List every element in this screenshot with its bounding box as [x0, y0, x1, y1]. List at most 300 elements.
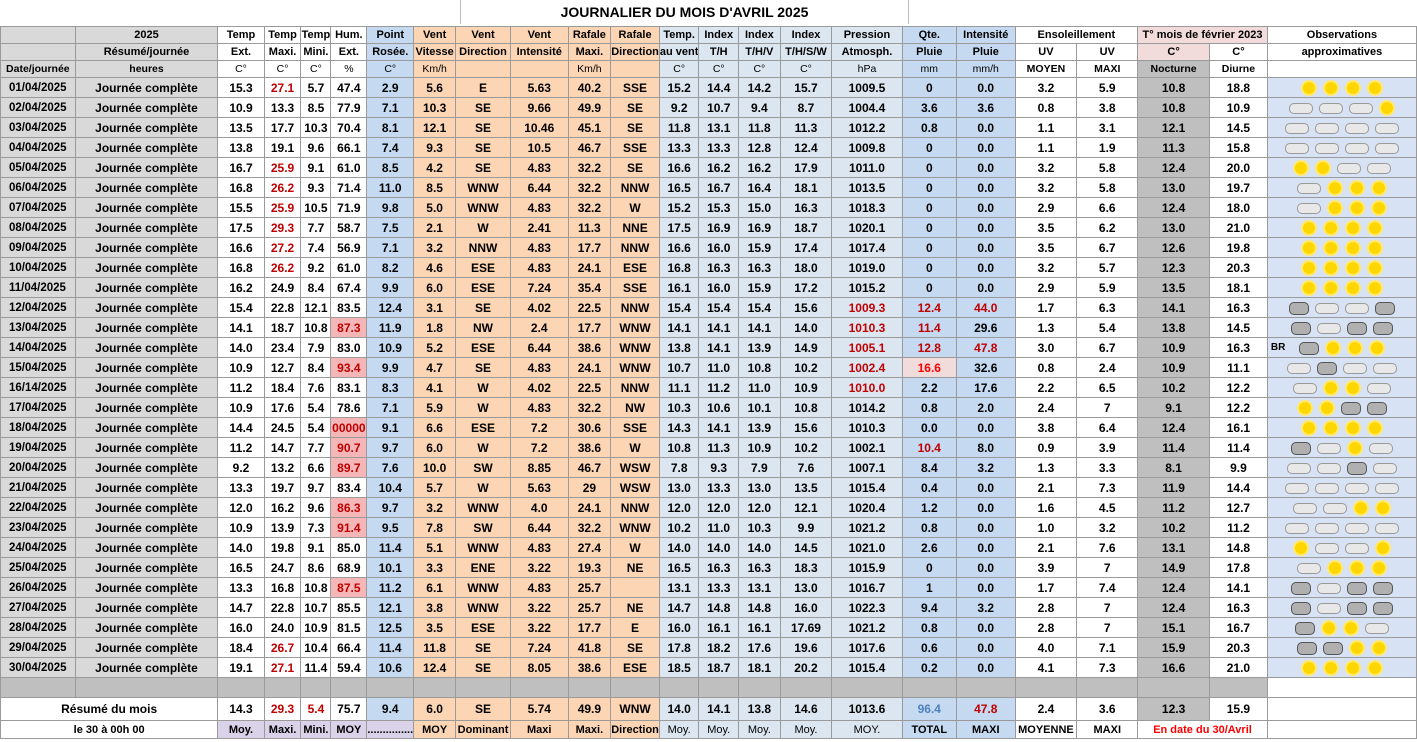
- sun-icon: [1303, 262, 1315, 274]
- table-cell: 67.4: [331, 278, 367, 298]
- table-cell: 38.6: [568, 658, 611, 678]
- header-row: [1, 44, 1417, 61]
- table-cell: 25.9: [264, 158, 301, 178]
- table-cell: 0.0: [956, 78, 1015, 98]
- cloud-icon: [1345, 523, 1369, 534]
- table-cell: 5.7: [1077, 258, 1138, 278]
- observation-icons: [1267, 378, 1416, 398]
- table-cell: 16.0: [699, 278, 739, 298]
- table-cell: 0.2: [902, 658, 956, 678]
- table-cell: 12.0: [699, 498, 739, 518]
- table-cell: 4.83: [510, 198, 568, 218]
- table-cell: 4.1: [414, 378, 456, 398]
- table-cell: 35.4: [568, 278, 611, 298]
- date-cell: 03/04/2025: [1, 118, 76, 138]
- table-cell: 19.3: [568, 558, 611, 578]
- table-cell: 3.6: [956, 98, 1015, 118]
- unit-header: Diurne: [1210, 61, 1268, 78]
- table-cell: Journée complète: [75, 118, 218, 138]
- separator-cell: [1138, 678, 1210, 698]
- table-cell: 0.0: [956, 478, 1015, 498]
- observation-icons: [1267, 98, 1416, 118]
- summary-value: 3.6: [1077, 698, 1138, 721]
- cloud-icon: [1285, 123, 1309, 134]
- rain-icon: [1347, 462, 1367, 475]
- table-cell: 10.8: [1138, 98, 1210, 118]
- table-cell: 4.0: [510, 498, 568, 518]
- table-cell: 16.6: [902, 358, 956, 378]
- table-cell: 18.1: [1210, 278, 1268, 298]
- data-table: [0, 26, 1417, 739]
- summary-unit: Moy.: [218, 721, 264, 739]
- date-cell: 10/04/2025: [1, 258, 76, 278]
- table-cell: 46.7: [568, 458, 611, 478]
- unit-header: hPa: [832, 61, 902, 78]
- table-cell: 1.0: [1015, 518, 1077, 538]
- table-cell: Journée complète: [75, 518, 218, 538]
- table-cell: 7.4: [367, 138, 414, 158]
- table-cell: 17.69: [780, 618, 832, 638]
- table-cell: 1.7: [1015, 578, 1077, 598]
- summary-unit: MOY: [331, 721, 367, 739]
- table-cell: 16.5: [659, 558, 699, 578]
- table-cell: 2.8: [1015, 598, 1077, 618]
- table-cell: 11.0: [739, 378, 781, 398]
- table-cell: 12.4: [1138, 198, 1210, 218]
- table-cell: SE: [456, 358, 511, 378]
- table-cell: 25.7: [568, 598, 611, 618]
- column-header: Atmosph.: [832, 44, 902, 61]
- table-cell: 7.4: [1077, 578, 1138, 598]
- cloud-icon: [1367, 383, 1391, 394]
- separator-cell: [75, 678, 218, 698]
- table-cell: 7.8: [414, 518, 456, 538]
- table-cell: 9.9: [367, 278, 414, 298]
- table-cell: 5.9: [1077, 78, 1138, 98]
- table-cell: 23.4: [264, 338, 301, 358]
- header-row: [1, 61, 1417, 78]
- sun-icon: [1347, 262, 1359, 274]
- observation-icons: [1267, 558, 1416, 578]
- table-cell: 1021.2: [832, 518, 902, 538]
- table-cell: 0.0: [956, 218, 1015, 238]
- sun-icon: [1369, 422, 1381, 434]
- cloud-icon: [1285, 143, 1309, 154]
- cloud-icon: [1375, 523, 1399, 534]
- table-cell: 14.4: [1210, 478, 1268, 498]
- table-cell: 14.1: [699, 318, 739, 338]
- cloud-icon: [1297, 563, 1321, 574]
- table-cell: Journée complète: [75, 618, 218, 638]
- sun-icon: [1347, 422, 1359, 434]
- table-cell: 10.2: [1138, 378, 1210, 398]
- table-cell: 13.5: [780, 478, 832, 498]
- table-row: [1, 198, 1417, 218]
- table-row: [1, 138, 1417, 158]
- cloud-icon: [1317, 463, 1341, 474]
- table-cell: 2.2: [1015, 378, 1077, 398]
- table-cell: SE: [456, 118, 511, 138]
- table-cell: SE: [456, 98, 511, 118]
- table-cell: Journée complète: [75, 78, 218, 98]
- table-cell: 6.44: [510, 518, 568, 538]
- cloud-icon: [1317, 603, 1341, 614]
- table-cell: 11.2: [699, 378, 739, 398]
- date-cell: 24/04/2025: [1, 538, 76, 558]
- table-cell: 11.4: [301, 658, 331, 678]
- table-cell: 19.7: [264, 478, 301, 498]
- table-row: [1, 398, 1417, 418]
- table-cell: 0: [902, 238, 956, 258]
- table-cell: 10.5: [510, 138, 568, 158]
- table-cell: 17.8: [1210, 558, 1268, 578]
- table-cell: 85.0: [331, 538, 367, 558]
- table-cell: 16.2: [218, 278, 264, 298]
- table-cell: 11.2: [218, 438, 264, 458]
- table-cell: 12.4: [902, 298, 956, 318]
- table-row: [1, 418, 1417, 438]
- summary-value: 49.9: [568, 698, 611, 721]
- table-cell: 15.9: [739, 278, 781, 298]
- table-cell: 2.9: [1015, 278, 1077, 298]
- table-cell: 14.0: [218, 338, 264, 358]
- table-cell: 0.0: [956, 258, 1015, 278]
- table-cell: SE: [456, 638, 511, 658]
- table-cell: 16.3: [699, 558, 739, 578]
- table-cell: 0.0: [956, 578, 1015, 598]
- table-cell: 14.8: [1210, 538, 1268, 558]
- table-cell: 0.8: [902, 118, 956, 138]
- column-header: approximatives: [1267, 44, 1416, 61]
- column-header: Résumé/journée: [75, 44, 218, 61]
- cloud-icon: [1343, 363, 1367, 374]
- table-cell: 89.7: [331, 458, 367, 478]
- table-cell: ESE: [611, 258, 660, 278]
- table-cell: Journée complète: [75, 278, 218, 298]
- table-cell: 12.4: [780, 138, 832, 158]
- table-cell: 2.6: [902, 538, 956, 558]
- table-cell: 27.4: [568, 538, 611, 558]
- table-cell: 11.8: [739, 118, 781, 138]
- table-cell: 19.6: [780, 638, 832, 658]
- table-cell: 24.7: [264, 558, 301, 578]
- table-cell: 7.6: [1077, 538, 1138, 558]
- table-cell: 3.8: [414, 598, 456, 618]
- table-cell: 13.0: [1138, 178, 1210, 198]
- table-cell: 6.44: [510, 178, 568, 198]
- column-header: Maxi.: [568, 44, 611, 61]
- table-cell: 13.9: [264, 518, 301, 538]
- sun-icon: [1347, 282, 1359, 294]
- unit-header: C°: [699, 61, 739, 78]
- table-cell: 81.5: [331, 618, 367, 638]
- table-cell: 8.5: [414, 178, 456, 198]
- table-cell: [611, 578, 660, 598]
- table-cell: 3.3: [414, 558, 456, 578]
- table-cell: 5.7: [414, 478, 456, 498]
- column-header: Rafale: [611, 27, 660, 44]
- table-row: [1, 78, 1417, 98]
- table-cell: 7: [1077, 598, 1138, 618]
- table-cell: 11.2: [367, 578, 414, 598]
- table-cell: 0.0: [956, 618, 1015, 638]
- sun-icon: [1349, 442, 1361, 454]
- table-cell: 14.4: [218, 418, 264, 438]
- sun-icon: [1381, 102, 1393, 114]
- table-cell: 3.6: [902, 98, 956, 118]
- sun-icon: [1373, 182, 1385, 194]
- sun-icon: [1347, 222, 1359, 234]
- table-cell: 3.5: [1015, 218, 1077, 238]
- table-cell: 13.3: [699, 478, 739, 498]
- table-cell: 18.3: [780, 558, 832, 578]
- cloud-icon: [1365, 623, 1389, 634]
- separator-cell: [699, 678, 739, 698]
- table-cell: Journée complète: [75, 358, 218, 378]
- table-cell: W: [456, 438, 511, 458]
- table-cell: 11.4: [367, 638, 414, 658]
- sun-icon: [1373, 202, 1385, 214]
- table-cell: 1005.1: [832, 338, 902, 358]
- table-cell: 1002.1: [832, 438, 902, 458]
- table-cell: 13.3: [218, 578, 264, 598]
- table-cell: 12.4: [1138, 578, 1210, 598]
- table-cell: 6.3: [1077, 298, 1138, 318]
- table-cell: 7: [1077, 618, 1138, 638]
- column-header: Index: [699, 27, 739, 44]
- rain-icon: [1291, 442, 1311, 455]
- table-cell: 4.0: [1015, 638, 1077, 658]
- summary-value: 96.4: [902, 698, 956, 721]
- separator-cell: [264, 678, 301, 698]
- cloud-icon: [1345, 543, 1369, 554]
- table-cell: Journée complète: [75, 98, 218, 118]
- cloud-icon: [1289, 103, 1313, 114]
- table-cell: 47.8: [956, 338, 1015, 358]
- sun-icon: [1373, 642, 1385, 654]
- table-cell: 93.4: [331, 358, 367, 378]
- column-header: UV: [1077, 44, 1138, 61]
- table-cell: 9.5: [367, 518, 414, 538]
- table-cell: 18.0: [1210, 198, 1268, 218]
- table-cell: WNW: [456, 198, 511, 218]
- summary-unit: Moy.: [659, 721, 699, 739]
- table-cell: 5.0: [414, 198, 456, 218]
- rain-icon: [1299, 342, 1319, 355]
- table-cell: 14.0: [780, 318, 832, 338]
- table-cell: 83.4: [331, 478, 367, 498]
- table-cell: 7.9: [301, 338, 331, 358]
- table-cell: 12.1: [414, 118, 456, 138]
- table-cell: 8.2: [367, 258, 414, 278]
- table-cell: 17.7: [568, 318, 611, 338]
- table-cell: 0.0: [956, 418, 1015, 438]
- summary-unit: Maxi: [510, 721, 568, 739]
- table-cell: 3.22: [510, 618, 568, 638]
- table-cell: 17.5: [218, 218, 264, 238]
- unit-header: [510, 61, 568, 78]
- table-cell: 83.0: [331, 338, 367, 358]
- table-cell: 1.2: [902, 498, 956, 518]
- table-cell: 13.9: [739, 338, 781, 358]
- table-cell: 3.2: [1015, 158, 1077, 178]
- table-row: [1, 158, 1417, 178]
- table-cell: Journée complète: [75, 638, 218, 658]
- cloud-icon: [1315, 143, 1339, 154]
- table-cell: 7: [1077, 558, 1138, 578]
- table-cell: 11.3: [780, 118, 832, 138]
- table-cell: 13.3: [218, 478, 264, 498]
- table-cell: 12.1: [1138, 118, 1210, 138]
- table-cell: 25.9: [264, 198, 301, 218]
- table-cell: 3.8: [1015, 418, 1077, 438]
- table-cell: 3.8: [1077, 98, 1138, 118]
- table-cell: 1.8: [414, 318, 456, 338]
- table-cell: NNW: [611, 238, 660, 258]
- table-cell: 17.6: [956, 378, 1015, 398]
- table-cell: 2.0: [956, 398, 1015, 418]
- table-cell: ESE: [456, 258, 511, 278]
- table-cell: 17.7: [264, 118, 301, 138]
- table-cell: WSW: [611, 458, 660, 478]
- table-row: [1, 438, 1417, 458]
- table-cell: 18.7: [780, 218, 832, 238]
- sun-icon: [1325, 82, 1337, 94]
- separator-cell: [1267, 678, 1416, 698]
- rain-icon: [1341, 402, 1361, 415]
- unit-header: mm: [902, 61, 956, 78]
- table-cell: 10.2: [780, 358, 832, 378]
- separator-cell: [456, 678, 511, 698]
- table-cell: 00000: [331, 418, 367, 438]
- table-cell: SE: [456, 158, 511, 178]
- column-header: Pression: [832, 27, 902, 44]
- table-cell: W: [456, 218, 511, 238]
- date-cell: 07/04/2025: [1, 198, 76, 218]
- summary-value: 13.8: [739, 698, 781, 721]
- table-cell: 32.2: [568, 178, 611, 198]
- observation-icons: [1267, 498, 1416, 518]
- table-cell: WNW: [456, 178, 511, 198]
- table-cell: 12.3: [1138, 258, 1210, 278]
- table-cell: Journée complète: [75, 418, 218, 438]
- cloud-icon: [1293, 383, 1317, 394]
- br-label: BR: [1270, 342, 1286, 353]
- table-cell: 83.5: [331, 298, 367, 318]
- table-cell: 7.6: [367, 458, 414, 478]
- column-header: C°: [1210, 44, 1268, 61]
- column-header: Temp: [218, 27, 264, 44]
- table-cell: Journée complète: [75, 498, 218, 518]
- observation-icons: [1267, 518, 1416, 538]
- table-cell: 29.6: [956, 318, 1015, 338]
- table-cell: 6.0: [414, 438, 456, 458]
- column-header: Vitesse: [414, 44, 456, 61]
- table-cell: NW: [611, 398, 660, 418]
- cloud-icon: [1317, 443, 1341, 454]
- table-cell: 5.4: [1077, 318, 1138, 338]
- table-cell: 56.9: [331, 238, 367, 258]
- sun-icon: [1373, 562, 1385, 574]
- table-cell: 0: [902, 78, 956, 98]
- table-cell: 27.2: [264, 238, 301, 258]
- table-cell: 32.6: [956, 358, 1015, 378]
- summary-value: 29.3: [264, 698, 301, 721]
- table-cell: 4.83: [510, 538, 568, 558]
- rain-icon: [1289, 302, 1309, 315]
- table-row: [1, 478, 1417, 498]
- column-header: Vent: [456, 27, 511, 44]
- table-cell: 14.7: [659, 598, 699, 618]
- table-cell: 4.83: [510, 578, 568, 598]
- table-cell: NNW: [611, 298, 660, 318]
- table-cell: 11.0: [699, 358, 739, 378]
- summary-unit: MOY.: [832, 721, 902, 739]
- date-cell: 20/04/2025: [1, 458, 76, 478]
- table-cell: 10.3: [739, 518, 781, 538]
- table-cell: NW: [456, 318, 511, 338]
- table-cell: 16.3: [780, 198, 832, 218]
- sun-icon: [1317, 162, 1329, 174]
- table-cell: 16.1: [1210, 418, 1268, 438]
- summary-unit: Direction: [611, 721, 660, 739]
- summary-unit: Maxi.: [568, 721, 611, 739]
- table-cell: 14.1: [218, 318, 264, 338]
- table-cell: 2.1: [1015, 478, 1077, 498]
- table-cell: 4.83: [510, 258, 568, 278]
- table-cell: NNW: [611, 378, 660, 398]
- unit-header: C°: [264, 61, 301, 78]
- table-cell: 13.3: [264, 98, 301, 118]
- table-cell: 1: [902, 578, 956, 598]
- cloud-icon: [1373, 363, 1397, 374]
- date-cell: 14/04/2025: [1, 338, 76, 358]
- table-cell: 2.2: [902, 378, 956, 398]
- table-cell: 19.1: [218, 658, 264, 678]
- table-cell: 12.4: [1138, 418, 1210, 438]
- table-cell: 5.63: [510, 78, 568, 98]
- sun-icon: [1369, 282, 1381, 294]
- table-cell: SW: [456, 458, 511, 478]
- table-cell: 38.6: [568, 338, 611, 358]
- sun-icon: [1369, 222, 1381, 234]
- cloud-icon: [1285, 483, 1309, 494]
- table-cell: 10.9: [1138, 358, 1210, 378]
- table-cell: 6.5: [1077, 378, 1138, 398]
- table-cell: ESE: [456, 618, 511, 638]
- table-cell: 0.0: [956, 138, 1015, 158]
- table-cell: 7.7: [301, 218, 331, 238]
- table-cell: 0: [902, 198, 956, 218]
- unit-header: mm/h: [956, 61, 1015, 78]
- date-cell: 09/04/2025: [1, 238, 76, 258]
- separator-cell: [659, 678, 699, 698]
- table-cell: 2.1: [1015, 538, 1077, 558]
- date-cell: 15/04/2025: [1, 358, 76, 378]
- table-cell: 13.0: [1138, 218, 1210, 238]
- table-cell: 1017.6: [832, 638, 902, 658]
- table-cell: 0: [902, 278, 956, 298]
- sun-icon: [1325, 242, 1337, 254]
- table-cell: 11.2: [1138, 498, 1210, 518]
- table-cell: 3.3: [1077, 458, 1138, 478]
- table-cell: 9.66: [510, 98, 568, 118]
- table-cell: 8.6: [301, 558, 331, 578]
- table-cell: 14.1: [699, 418, 739, 438]
- cloud-icon: [1315, 483, 1339, 494]
- table-cell: 0.0: [956, 518, 1015, 538]
- date-cell: 21/04/2025: [1, 478, 76, 498]
